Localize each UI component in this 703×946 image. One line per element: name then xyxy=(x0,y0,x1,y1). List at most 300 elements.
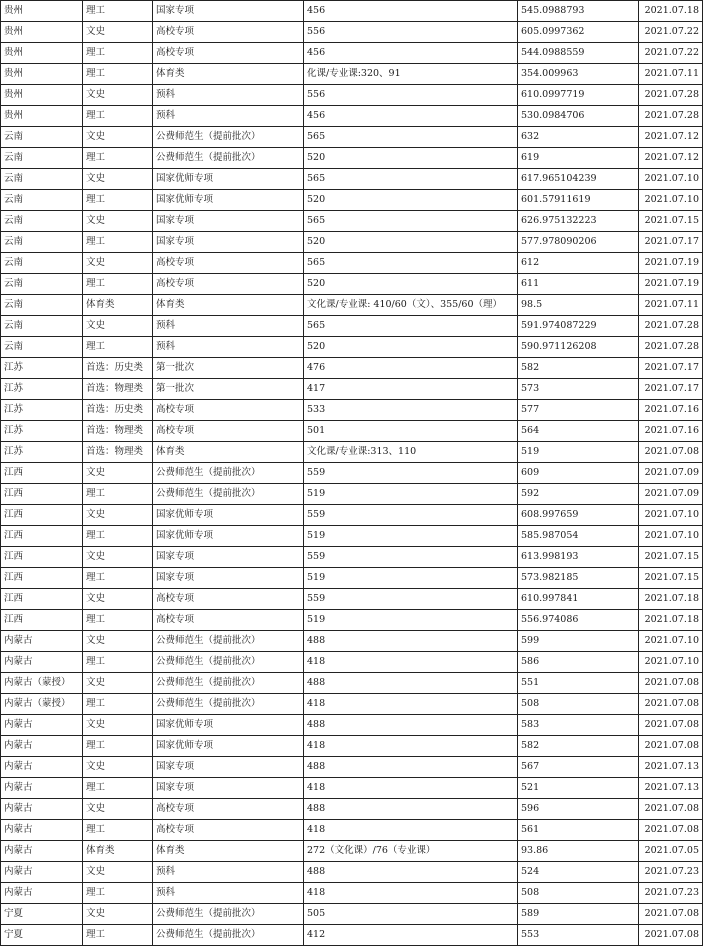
table-row xyxy=(1,652,703,673)
date-cell: 2021.07.12 xyxy=(639,148,703,169)
date-cell: 2021.07.15 xyxy=(639,568,703,589)
control-line-cell: 565 xyxy=(304,253,518,274)
control-line-cell: 559 xyxy=(304,505,518,526)
date-cell: 2021.07.08 xyxy=(639,673,703,694)
min-score-cell: 544.0988559 xyxy=(518,43,639,64)
control-line-cell: 488 xyxy=(304,862,518,883)
province-cell: 江苏 xyxy=(1,358,83,379)
control-line-cell: 559 xyxy=(304,589,518,610)
category-cell: 首选：历史类 xyxy=(83,358,153,379)
control-line-cell: 488 xyxy=(304,799,518,820)
province-cell: 江西 xyxy=(1,505,83,526)
min-score-cell: 617.965104239 xyxy=(518,169,639,190)
table-row xyxy=(1,127,703,148)
category-cell: 体育类 xyxy=(83,295,153,316)
date-cell: 2021.07.10 xyxy=(639,190,703,211)
date-cell: 2021.07.11 xyxy=(639,295,703,316)
category-cell: 文史 xyxy=(83,673,153,694)
category-cell: 文史 xyxy=(83,904,153,925)
date-cell: 2021.07.22 xyxy=(639,43,703,64)
province-cell: 江西 xyxy=(1,484,83,505)
control-line-cell: 519 xyxy=(304,610,518,631)
control-line-cell: 418 xyxy=(304,778,518,799)
batch-cell: 第一批次 xyxy=(153,379,304,400)
min-score-cell: 613.998193 xyxy=(518,547,639,568)
table-row xyxy=(1,925,703,946)
category-cell: 理工 xyxy=(83,610,153,631)
batch-cell: 公费师范生（提前批次） xyxy=(153,148,304,169)
min-score-cell: 619 xyxy=(518,148,639,169)
province-cell: 贵州 xyxy=(1,106,83,127)
table-row xyxy=(1,778,703,799)
batch-cell: 国家优师专项 xyxy=(153,169,304,190)
table-row xyxy=(1,106,703,127)
control-line-cell: 456 xyxy=(304,43,518,64)
category-cell: 文史 xyxy=(83,85,153,106)
province-cell: 内蒙古 xyxy=(1,631,83,652)
min-score-cell: 530.0984706 xyxy=(518,106,639,127)
table-row xyxy=(1,379,703,400)
category-cell: 理工 xyxy=(83,274,153,295)
province-cell: 内蒙古 xyxy=(1,715,83,736)
control-line-cell: 488 xyxy=(304,631,518,652)
batch-cell: 高校专项 xyxy=(153,43,304,64)
batch-cell: 国家专项 xyxy=(153,547,304,568)
batch-cell: 第一批次 xyxy=(153,358,304,379)
min-score-cell: 521 xyxy=(518,778,639,799)
min-score-cell: 592 xyxy=(518,484,639,505)
province-cell: 宁夏 xyxy=(1,925,83,946)
min-score-cell: 573 xyxy=(518,379,639,400)
category-cell: 理工 xyxy=(83,883,153,904)
control-line-cell: 559 xyxy=(304,463,518,484)
date-cell: 2021.07.10 xyxy=(639,169,703,190)
table-row xyxy=(1,505,703,526)
control-line-cell: 519 xyxy=(304,484,518,505)
min-score-cell: 561 xyxy=(518,820,639,841)
control-line-cell: 化课/专业课:320、91 xyxy=(304,64,518,85)
control-line-cell: 556 xyxy=(304,85,518,106)
batch-cell: 高校专项 xyxy=(153,610,304,631)
category-cell: 文史 xyxy=(83,127,153,148)
category-cell: 文史 xyxy=(83,862,153,883)
table-row xyxy=(1,169,703,190)
table-row xyxy=(1,736,703,757)
control-line-cell: 565 xyxy=(304,211,518,232)
table-row xyxy=(1,400,703,421)
control-line-cell: 文化课/专业课: 410/60（文）、355/60（理） xyxy=(304,295,518,316)
batch-cell: 国家优师专项 xyxy=(153,190,304,211)
batch-cell: 高校专项 xyxy=(153,589,304,610)
batch-cell: 预科 xyxy=(153,862,304,883)
control-line-cell: 456 xyxy=(304,1,518,22)
batch-cell: 国家专项 xyxy=(153,757,304,778)
table-row xyxy=(1,631,703,652)
table-row xyxy=(1,232,703,253)
category-cell: 体育类 xyxy=(83,841,153,862)
min-score-cell: 610.997841 xyxy=(518,589,639,610)
batch-cell: 国家专项 xyxy=(153,1,304,22)
province-cell: 江西 xyxy=(1,547,83,568)
batch-cell: 国家优师专项 xyxy=(153,505,304,526)
batch-cell: 国家优师专项 xyxy=(153,736,304,757)
control-line-cell: 520 xyxy=(304,232,518,253)
table-row xyxy=(1,253,703,274)
batch-cell: 公费师范生（提前批次） xyxy=(153,484,304,505)
batch-cell: 高校专项 xyxy=(153,400,304,421)
province-cell: 内蒙古 xyxy=(1,799,83,820)
min-score-cell: 596 xyxy=(518,799,639,820)
date-cell: 2021.07.09 xyxy=(639,484,703,505)
table-row xyxy=(1,358,703,379)
batch-cell: 体育类 xyxy=(153,841,304,862)
date-cell: 2021.07.05 xyxy=(639,841,703,862)
batch-cell: 预科 xyxy=(153,85,304,106)
province-cell: 宁夏 xyxy=(1,904,83,925)
min-score-cell: 582 xyxy=(518,358,639,379)
province-cell: 云南 xyxy=(1,253,83,274)
table-row xyxy=(1,295,703,316)
min-score-cell: 564 xyxy=(518,421,639,442)
category-cell: 理工 xyxy=(83,568,153,589)
batch-cell: 国家专项 xyxy=(153,211,304,232)
category-cell: 文史 xyxy=(83,463,153,484)
batch-cell: 高校专项 xyxy=(153,274,304,295)
table-row xyxy=(1,694,703,715)
control-line-cell: 501 xyxy=(304,421,518,442)
table-row xyxy=(1,85,703,106)
category-cell: 理工 xyxy=(83,148,153,169)
category-cell: 文史 xyxy=(83,211,153,232)
table-row xyxy=(1,463,703,484)
province-cell: 云南 xyxy=(1,316,83,337)
date-cell: 2021.07.18 xyxy=(639,589,703,610)
control-line-cell: 418 xyxy=(304,694,518,715)
province-cell: 江苏 xyxy=(1,421,83,442)
table-row xyxy=(1,589,703,610)
date-cell: 2021.07.08 xyxy=(639,694,703,715)
date-cell: 2021.07.15 xyxy=(639,211,703,232)
control-line-cell: 418 xyxy=(304,736,518,757)
category-cell: 理工 xyxy=(83,820,153,841)
control-line-cell: 417 xyxy=(304,379,518,400)
category-cell: 文史 xyxy=(83,631,153,652)
batch-cell: 高校专项 xyxy=(153,253,304,274)
date-cell: 2021.07.08 xyxy=(639,904,703,925)
province-cell: 云南 xyxy=(1,127,83,148)
category-cell: 理工 xyxy=(83,64,153,85)
category-cell: 首选：物理类 xyxy=(83,442,153,463)
min-score-cell: 577.978090206 xyxy=(518,232,639,253)
batch-cell: 预科 xyxy=(153,106,304,127)
category-cell: 文史 xyxy=(83,715,153,736)
batch-cell: 国家优师专项 xyxy=(153,526,304,547)
batch-cell: 预科 xyxy=(153,883,304,904)
min-score-cell: 612 xyxy=(518,253,639,274)
batch-cell: 高校专项 xyxy=(153,421,304,442)
table-row xyxy=(1,841,703,862)
province-cell: 贵州 xyxy=(1,22,83,43)
province-cell: 贵州 xyxy=(1,43,83,64)
category-cell: 理工 xyxy=(83,652,153,673)
province-cell: 贵州 xyxy=(1,1,83,22)
province-cell: 内蒙古 xyxy=(1,778,83,799)
batch-cell: 国家专项 xyxy=(153,568,304,589)
control-line-cell: 533 xyxy=(304,400,518,421)
control-line-cell: 565 xyxy=(304,127,518,148)
min-score-cell: 599 xyxy=(518,631,639,652)
min-score-cell: 545.0988793 xyxy=(518,1,639,22)
batch-cell: 国家专项 xyxy=(153,778,304,799)
table-row xyxy=(1,43,703,64)
table-row xyxy=(1,211,703,232)
table-row xyxy=(1,526,703,547)
date-cell: 2021.07.08 xyxy=(639,736,703,757)
table-row xyxy=(1,715,703,736)
province-cell: 江西 xyxy=(1,526,83,547)
province-cell: 内蒙古 xyxy=(1,883,83,904)
category-cell: 文史 xyxy=(83,505,153,526)
min-score-cell: 551 xyxy=(518,673,639,694)
batch-cell: 公费师范生（提前批次） xyxy=(153,631,304,652)
date-cell: 2021.07.08 xyxy=(639,442,703,463)
province-cell: 贵州 xyxy=(1,64,83,85)
min-score-cell: 583 xyxy=(518,715,639,736)
province-cell: 内蒙古 xyxy=(1,652,83,673)
control-line-cell: 418 xyxy=(304,652,518,673)
category-cell: 文史 xyxy=(83,757,153,778)
province-cell: 云南 xyxy=(1,190,83,211)
table-row xyxy=(1,820,703,841)
category-cell: 文史 xyxy=(83,316,153,337)
province-cell: 内蒙古（蒙授） xyxy=(1,694,83,715)
date-cell: 2021.07.19 xyxy=(639,253,703,274)
date-cell: 2021.07.08 xyxy=(639,820,703,841)
province-cell: 内蒙古 xyxy=(1,736,83,757)
batch-cell: 公费师范生（提前批次） xyxy=(153,652,304,673)
category-cell: 理工 xyxy=(83,526,153,547)
category-cell: 文史 xyxy=(83,799,153,820)
category-cell: 理工 xyxy=(83,736,153,757)
batch-cell: 公费师范生（提前批次） xyxy=(153,673,304,694)
category-cell: 理工 xyxy=(83,337,153,358)
category-cell: 文史 xyxy=(83,547,153,568)
province-cell: 内蒙古（蒙授） xyxy=(1,673,83,694)
control-line-cell: 520 xyxy=(304,337,518,358)
score-table-body xyxy=(1,1,703,946)
province-cell: 贵州 xyxy=(1,85,83,106)
min-score-cell: 508 xyxy=(518,883,639,904)
min-score-cell: 586 xyxy=(518,652,639,673)
batch-cell: 体育类 xyxy=(153,64,304,85)
date-cell: 2021.07.17 xyxy=(639,232,703,253)
batch-cell: 公费师范生（提前批次） xyxy=(153,694,304,715)
table-row xyxy=(1,1,703,22)
control-line-cell: 519 xyxy=(304,568,518,589)
date-cell: 2021.07.15 xyxy=(639,547,703,568)
table-row xyxy=(1,610,703,631)
table-row xyxy=(1,757,703,778)
date-cell: 2021.07.16 xyxy=(639,400,703,421)
min-score-cell: 354.009963 xyxy=(518,64,639,85)
control-line-cell: 556 xyxy=(304,22,518,43)
date-cell: 2021.07.19 xyxy=(639,274,703,295)
min-score-cell: 608.997659 xyxy=(518,505,639,526)
control-line-cell: 565 xyxy=(304,316,518,337)
control-line-cell: 520 xyxy=(304,274,518,295)
date-cell: 2021.07.08 xyxy=(639,715,703,736)
province-cell: 江苏 xyxy=(1,442,83,463)
table-row xyxy=(1,64,703,85)
date-cell: 2021.07.08 xyxy=(639,925,703,946)
date-cell: 2021.07.18 xyxy=(639,610,703,631)
min-score-cell: 553 xyxy=(518,925,639,946)
min-score-cell: 591.974087229 xyxy=(518,316,639,337)
batch-cell: 公费师范生（提前批次） xyxy=(153,127,304,148)
date-cell: 2021.07.10 xyxy=(639,505,703,526)
batch-cell: 体育类 xyxy=(153,295,304,316)
control-line-cell: 488 xyxy=(304,673,518,694)
province-cell: 云南 xyxy=(1,211,83,232)
province-cell: 云南 xyxy=(1,337,83,358)
control-line-cell: 456 xyxy=(304,106,518,127)
min-score-cell: 610.0997719 xyxy=(518,85,639,106)
control-line-cell: 505 xyxy=(304,904,518,925)
min-score-cell: 605.0997362 xyxy=(518,22,639,43)
table-row xyxy=(1,190,703,211)
table-row xyxy=(1,547,703,568)
control-line-cell: 418 xyxy=(304,883,518,904)
min-score-cell: 601.57911619 xyxy=(518,190,639,211)
batch-cell: 公费师范生（提前批次） xyxy=(153,925,304,946)
category-cell: 理工 xyxy=(83,1,153,22)
date-cell: 2021.07.16 xyxy=(639,421,703,442)
category-cell: 理工 xyxy=(83,190,153,211)
province-cell: 云南 xyxy=(1,274,83,295)
date-cell: 2021.07.10 xyxy=(639,652,703,673)
batch-cell: 公费师范生（提前批次） xyxy=(153,904,304,925)
batch-cell: 高校专项 xyxy=(153,799,304,820)
table-row xyxy=(1,799,703,820)
control-line-cell: 412 xyxy=(304,925,518,946)
min-score-cell: 582 xyxy=(518,736,639,757)
control-line-cell: 文化课/专业课:313、110 xyxy=(304,442,518,463)
table-row xyxy=(1,148,703,169)
control-line-cell: 418 xyxy=(304,820,518,841)
min-score-cell: 626.975132223 xyxy=(518,211,639,232)
category-cell: 理工 xyxy=(83,232,153,253)
table-row xyxy=(1,862,703,883)
category-cell: 理工 xyxy=(83,106,153,127)
date-cell: 2021.07.23 xyxy=(639,883,703,904)
batch-cell: 预科 xyxy=(153,337,304,358)
province-cell: 内蒙古 xyxy=(1,841,83,862)
category-cell: 文史 xyxy=(83,169,153,190)
control-line-cell: 476 xyxy=(304,358,518,379)
table-row xyxy=(1,883,703,904)
province-cell: 江西 xyxy=(1,589,83,610)
min-score-cell: 585.987054 xyxy=(518,526,639,547)
batch-cell: 高校专项 xyxy=(153,22,304,43)
min-score-cell: 524 xyxy=(518,862,639,883)
min-score-cell: 519 xyxy=(518,442,639,463)
table-row xyxy=(1,904,703,925)
date-cell: 2021.07.13 xyxy=(639,757,703,778)
category-cell: 文史 xyxy=(83,253,153,274)
table-row xyxy=(1,316,703,337)
table-row xyxy=(1,442,703,463)
date-cell: 2021.07.28 xyxy=(639,85,703,106)
date-cell: 2021.07.11 xyxy=(639,64,703,85)
min-score-cell: 632 xyxy=(518,127,639,148)
min-score-cell: 577 xyxy=(518,400,639,421)
batch-cell: 国家专项 xyxy=(153,232,304,253)
date-cell: 2021.07.10 xyxy=(639,631,703,652)
min-score-cell: 589 xyxy=(518,904,639,925)
category-cell: 首选：物理类 xyxy=(83,421,153,442)
province-cell: 内蒙古 xyxy=(1,820,83,841)
date-cell: 2021.07.08 xyxy=(639,799,703,820)
province-cell: 内蒙古 xyxy=(1,757,83,778)
batch-cell: 高校专项 xyxy=(153,820,304,841)
control-line-cell: 520 xyxy=(304,148,518,169)
province-cell: 江西 xyxy=(1,568,83,589)
min-score-cell: 590.971126208 xyxy=(518,337,639,358)
min-score-cell: 93.86 xyxy=(518,841,639,862)
category-cell: 首选：物理类 xyxy=(83,379,153,400)
table-row xyxy=(1,421,703,442)
date-cell: 2021.07.13 xyxy=(639,778,703,799)
province-cell: 江苏 xyxy=(1,400,83,421)
date-cell: 2021.07.22 xyxy=(639,22,703,43)
control-line-cell: 488 xyxy=(304,715,518,736)
province-cell: 江西 xyxy=(1,463,83,484)
table-row xyxy=(1,274,703,295)
date-cell: 2021.07.28 xyxy=(639,316,703,337)
category-cell: 理工 xyxy=(83,778,153,799)
date-cell: 2021.07.18 xyxy=(639,1,703,22)
province-cell: 云南 xyxy=(1,169,83,190)
min-score-cell: 573.982185 xyxy=(518,568,639,589)
batch-cell: 预科 xyxy=(153,316,304,337)
category-cell: 理工 xyxy=(83,43,153,64)
table-row xyxy=(1,673,703,694)
min-score-cell: 567 xyxy=(518,757,639,778)
date-cell: 2021.07.17 xyxy=(639,379,703,400)
min-score-cell: 98.5 xyxy=(518,295,639,316)
province-cell: 江西 xyxy=(1,610,83,631)
min-score-cell: 508 xyxy=(518,694,639,715)
batch-cell: 公费师范生（提前批次） xyxy=(153,463,304,484)
province-cell: 江苏 xyxy=(1,379,83,400)
category-cell: 首选：历史类 xyxy=(83,400,153,421)
control-line-cell: 559 xyxy=(304,547,518,568)
min-score-cell: 609 xyxy=(518,463,639,484)
date-cell: 2021.07.17 xyxy=(639,358,703,379)
category-cell: 文史 xyxy=(83,589,153,610)
date-cell: 2021.07.12 xyxy=(639,127,703,148)
province-cell: 云南 xyxy=(1,295,83,316)
province-cell: 云南 xyxy=(1,232,83,253)
date-cell: 2021.07.09 xyxy=(639,463,703,484)
control-line-cell: 519 xyxy=(304,526,518,547)
control-line-cell: 272（文化课）/76（专业课） xyxy=(304,841,518,862)
category-cell: 理工 xyxy=(83,925,153,946)
control-line-cell: 565 xyxy=(304,169,518,190)
date-cell: 2021.07.10 xyxy=(639,526,703,547)
date-cell: 2021.07.28 xyxy=(639,106,703,127)
table-row xyxy=(1,22,703,43)
